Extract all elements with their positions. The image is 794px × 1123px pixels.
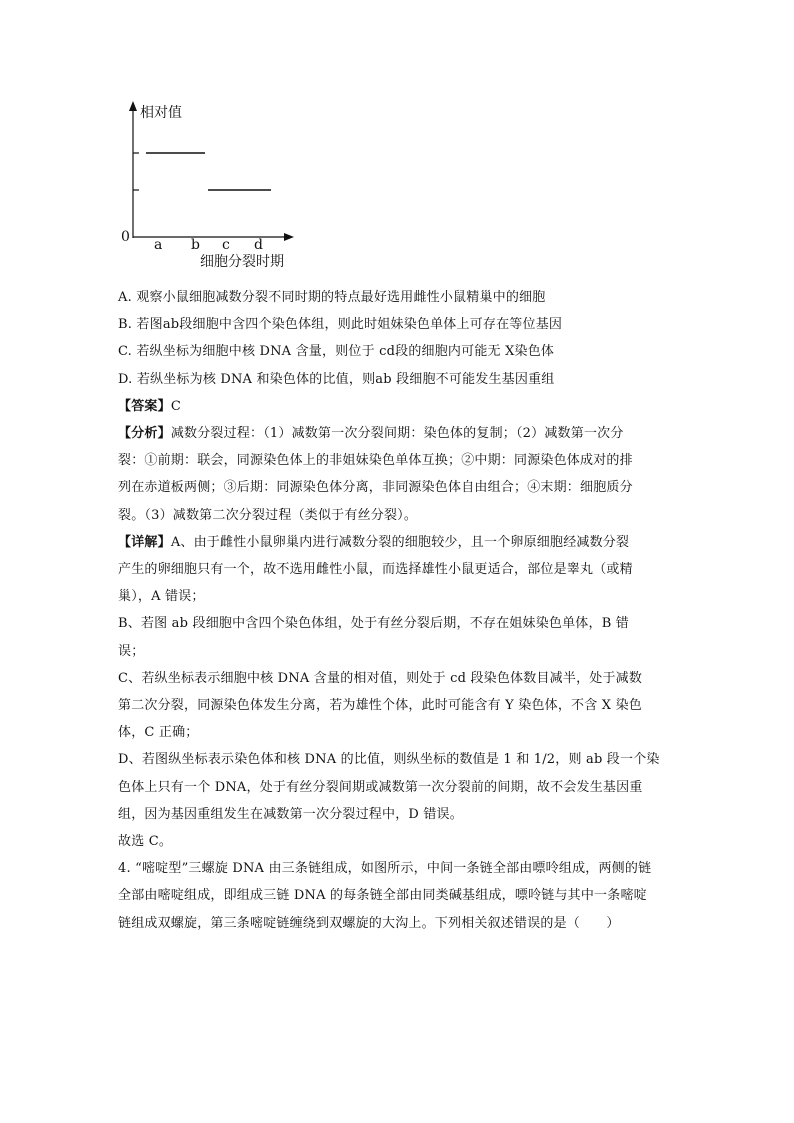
- detail-line-4: B、若图 ab 段细胞中含四个染色体组，处于有丝分裂后期，不存在姐妹染色单体，B 错: [118, 616, 629, 632]
- x-tick-d: d: [254, 237, 263, 253]
- detail-text-1: A、由于雌性小鼠卵巢内进行减数分裂的细胞较少，且一个卵原细胞经减数分裂: [170, 534, 630, 550]
- x-axis-arrow: [284, 233, 294, 241]
- analysis-line-3: 列在赤道板两侧；③后期：同源染色体分离，非同源染色体自由组合；④末期：细胞质分: [118, 480, 633, 496]
- x-tick-a: a: [154, 237, 163, 253]
- detail-line-6: C、若纵坐标表示细胞中核 DNA 含量的相对值，则处于 cd 段染色体数目减半，处于减数: [118, 670, 643, 686]
- answer-value: C: [170, 398, 181, 414]
- relative-value-graph: [110, 98, 310, 273]
- origin-label: 0: [121, 229, 130, 245]
- detail-line-3: 巢），A 错误；: [118, 589, 205, 605]
- analysis-line-4: 裂。（3）减数第二次分裂过程（类似于有丝分裂）。: [118, 507, 418, 523]
- x-tick-c: c: [222, 237, 230, 253]
- detail-line-1: [118, 529, 678, 556]
- answer-label: 【答案】: [118, 398, 171, 414]
- detail-line-11: 组，因为基因重组发生在减数第一次分裂过程中，D 错误。: [118, 806, 463, 822]
- detail-line-2: 产生的卵细胞只有一个，故不选用雌性小鼠，而选择雄性小鼠更适合，部位是睾丸（或精: [118, 562, 633, 578]
- option-b: B. 若图ab段细胞中含四个染色体组，则此时姐妹染色单体上可存在等位基因: [118, 317, 563, 333]
- question4-line-3: 链组成双螺旋，第三条嘧啶链缠绕到双螺旋的大沟上。下列相关叙述错误的是（ ）: [118, 915, 620, 931]
- question4-line-2: 全部由嘧啶组成，即组成三链 DNA 的每条链全部由同类碱基组成，嘌呤链与其中一条嘧啶: [118, 888, 647, 904]
- detail-line-7: 第二次分裂，同源染色体发生分离，若为雄性个体，此时可能含有 Y 染色体，不含 X 染色: [118, 698, 642, 714]
- option-a: A. 观察小鼠细胞减数分裂不同时期的特点最好选用雌性小鼠精巢中的细胞: [118, 290, 546, 305]
- detail-line-5: 误；: [118, 643, 145, 659]
- analysis-line-1: [118, 420, 678, 447]
- analysis-label: 【分析】: [118, 426, 171, 442]
- answer-line: [118, 393, 678, 420]
- detail-line-8: 体，C 正确；: [118, 725, 199, 741]
- option-d: D. 若纵坐标为核 DNA 和染色体的比值，则ab 段细胞不可能发生基因重组: [118, 371, 555, 387]
- x-tick-b: b: [191, 237, 200, 253]
- y-axis-label: 相对值: [140, 105, 182, 121]
- analysis-line-2: 裂：①前期：联会，同源染色体上的非姐妹染色单体互换；②中期：同源染色体成对的排: [118, 453, 633, 469]
- detail-line-10: 色体上只有一个 DNA，处于有丝分裂间期或减数第一次分裂前的间期，故不会发生基因重: [118, 779, 643, 795]
- graph-svg: [110, 98, 310, 273]
- option-c: C. 若纵坐标为细胞中核 DNA 含量，则位于 cd段的细胞内可能无 X染色体: [118, 344, 555, 360]
- y-axis-arrow: [129, 101, 137, 111]
- analysis-text-1: 减数分裂过程：（1）减数第一次分裂间期：染色体的复制；（2）减数第一次分: [170, 426, 624, 442]
- detail-line-12: 故选 C。: [118, 834, 173, 850]
- detail-label: 【详解】: [118, 534, 171, 550]
- detail-line-9: D、若图纵坐标表示染色体和核 DNA 的比值，则纵坐标的数值是 1 和 1/2，则 ab 段一个染: [118, 752, 660, 768]
- text-body: [118, 284, 678, 937]
- x-axis-label: 细胞分裂时期: [200, 254, 284, 270]
- question4-line-1: 4. “嘧啶型”三螺旋 DNA 由三条链组成，如图所示，中间一条链全部由嘌呤组成，两侧的链: [118, 861, 652, 877]
